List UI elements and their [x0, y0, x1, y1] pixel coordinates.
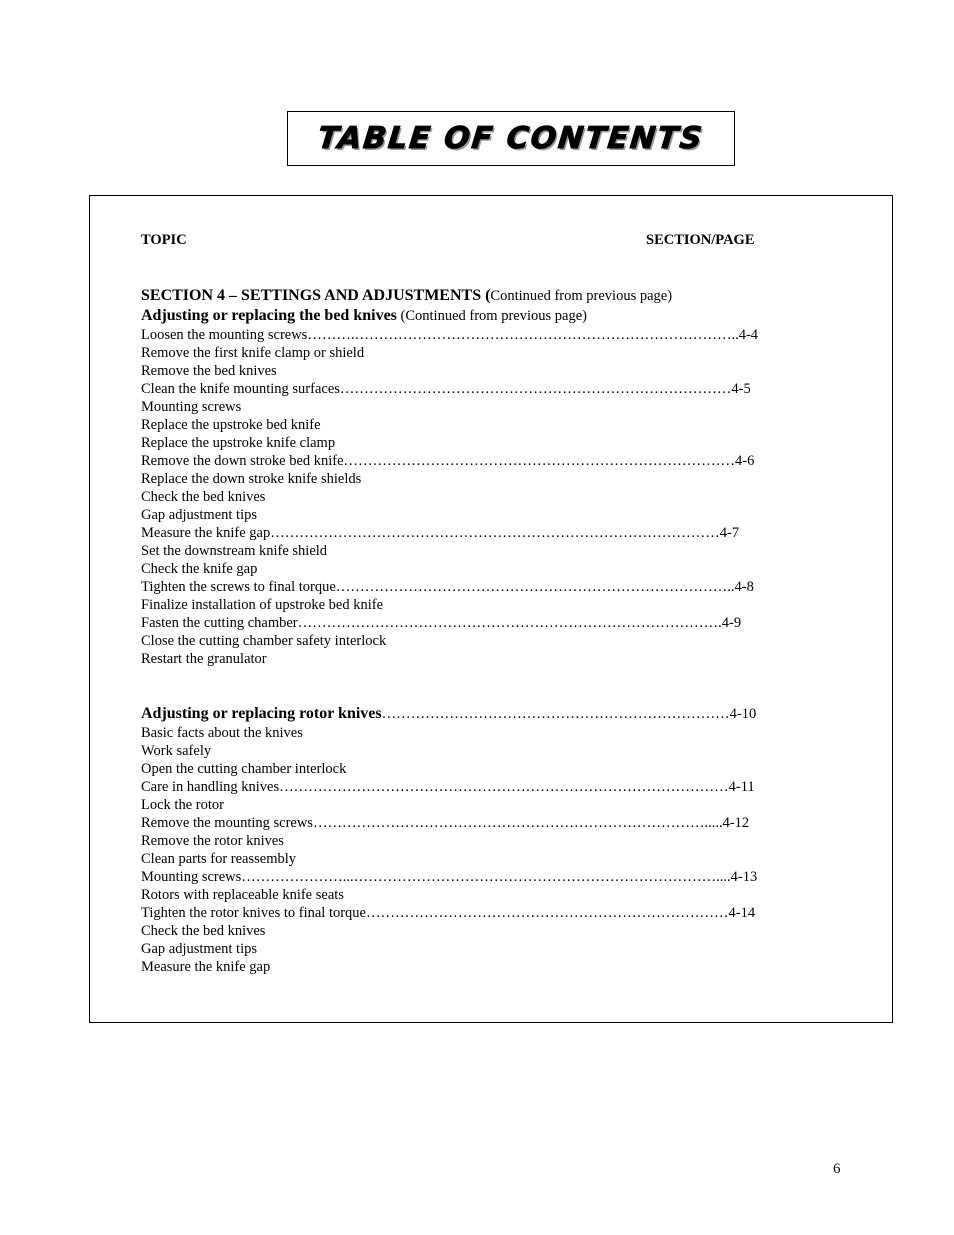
toc-entry	[141, 488, 811, 506]
toc-entry	[141, 778, 811, 796]
toc-entry	[141, 452, 811, 470]
toc-entry	[141, 596, 811, 614]
column-header-section-page: SECTION/PAGE	[646, 232, 755, 248]
toc-entry-label: Remove the mounting screws	[141, 815, 313, 831]
toc-entry	[141, 362, 811, 380]
toc-entry	[141, 506, 811, 524]
toc-entry-label: Gap adjustment tips	[141, 507, 257, 523]
toc-entry	[141, 760, 811, 778]
toc-dots: ……………………………………………………………………….....	[312, 815, 723, 831]
toc-page: 4-11	[728, 779, 755, 795]
toc-dots: …………………………………………………………………………………	[279, 779, 729, 795]
toc-dots: ………………………………………………………………………	[339, 381, 732, 397]
toc-entry	[141, 814, 811, 832]
toc-entry	[141, 380, 811, 398]
toc-entry-label: Lock the rotor	[141, 797, 224, 813]
toc-entry	[141, 398, 811, 416]
toc-entry	[141, 326, 811, 344]
toc-entry	[141, 796, 811, 814]
toc-entry	[141, 742, 811, 760]
toc-entry	[141, 578, 811, 596]
toc-entry	[141, 922, 811, 940]
toc-dots: ………………………………………………………………	[381, 706, 730, 722]
toc-page: 4-14	[728, 905, 756, 921]
toc-entry-label: Remove the down stroke bed knife	[141, 453, 344, 469]
toc-entry	[141, 416, 811, 434]
toc-entry-label: Work safely	[141, 743, 212, 759]
section-heading	[141, 286, 811, 306]
toc-entry	[141, 940, 811, 958]
toc-entry-label: Replace the down stroke knife shields	[141, 471, 362, 487]
toc-entry	[141, 868, 811, 886]
toc-page: .4-9	[718, 615, 742, 631]
toc-entry-label: Replace the upstroke bed knife	[141, 417, 321, 433]
toc-entry-label: Fasten the cutting chamber	[141, 615, 298, 631]
toc-page: 4-6	[735, 453, 755, 469]
toc-dots: ……….……………………………………………………………………..	[307, 327, 739, 343]
section-gap	[141, 668, 811, 704]
toc-list-bed-knives	[141, 326, 811, 668]
toc-entry-label: Check the bed knives	[141, 489, 266, 505]
toc-box	[89, 195, 893, 1023]
toc-page: 4-4	[738, 327, 759, 343]
toc-entry-label: Mounting screws	[141, 869, 242, 885]
toc-entry	[141, 344, 811, 362]
toc-entry	[141, 958, 811, 976]
column-header-topic: TOPIC	[141, 232, 187, 248]
toc-dots: …………………………………………………………………………………	[270, 525, 720, 541]
toc-entry-label: Check the knife gap	[141, 561, 258, 577]
toc-entry-label: Measure the knife gap	[141, 525, 271, 541]
toc-entry-label: Tighten the screws to final torque	[141, 579, 336, 595]
section-heading-note: Continued from previous page)	[490, 288, 673, 304]
toc-list-rotor-knives	[141, 724, 811, 976]
toc-dots: ……………………………………………………………………………	[297, 615, 719, 631]
subsection-title: Adjusting or replacing rotor knives	[141, 705, 382, 722]
toc-entry	[141, 614, 811, 632]
toc-entry-label: Set the downstream knife shield	[141, 543, 328, 559]
toc-dots: …………………………………………………………………	[366, 905, 729, 921]
toc-entry-label: Open the cutting chamber interlock	[141, 761, 347, 777]
toc-entry-label: Check the bed knives	[141, 923, 266, 939]
toc-dots: …………………...…………………………………………………………………....	[241, 869, 731, 885]
subsection-heading-rotor-knives	[141, 704, 811, 724]
toc-dots: ………………………………………………………………………	[343, 453, 736, 469]
page-title: TABLE OF CONTENTS	[316, 121, 706, 156]
toc-page: 4-8	[734, 579, 754, 595]
page-number: 6	[833, 1161, 841, 1177]
subsection-note: (Continued from previous page)	[396, 308, 587, 324]
toc-dots: ………………………………………………………………………..	[335, 579, 735, 595]
toc-entry	[141, 470, 811, 488]
toc-entry-label: Basic facts about the knives	[141, 725, 303, 741]
toc-page: 4-12	[722, 815, 750, 831]
toc-entry-label: Gap adjustment tips	[141, 941, 257, 957]
toc-entry-label: Remove the rotor knives	[141, 833, 284, 849]
toc-page: 4-7	[719, 525, 740, 541]
toc-entry	[141, 832, 811, 850]
toc-entry-label: Tighten the rotor knives to final torque	[141, 905, 366, 921]
toc-entry-label: Remove the bed knives	[141, 363, 277, 379]
toc-page: 4-10	[729, 706, 757, 722]
toc-content	[141, 286, 811, 976]
toc-page: 4-5	[731, 381, 751, 397]
toc-entry	[141, 632, 811, 650]
subsection-title: Adjusting or replacing the bed knives	[141, 307, 397, 324]
toc-entry-label: Close the cutting chamber safety interlock	[141, 633, 387, 649]
toc-entry-label: Replace the upstroke knife clamp	[141, 435, 336, 451]
toc-entry	[141, 850, 811, 868]
toc-entry-label: Mounting screws	[141, 399, 242, 415]
toc-entry-label: Care in handling knives	[141, 779, 280, 795]
toc-entry	[141, 650, 811, 668]
toc-entry	[141, 524, 811, 542]
toc-entry-label: Remove the first knife clamp or shield	[141, 345, 365, 361]
toc-page: 4-13	[730, 869, 758, 885]
toc-entry-label: Finalize installation of upstroke bed knife	[141, 597, 384, 613]
toc-entry-label: Measure the knife gap	[141, 959, 271, 975]
toc-entry	[141, 434, 811, 452]
toc-entry-label: Clean the knife mounting surfaces	[141, 381, 340, 397]
toc-entry	[141, 904, 811, 922]
toc-entry-label: Clean parts for reassembly	[141, 851, 297, 867]
section-heading-text: SECTION 4 – SETTINGS AND ADJUSTMENTS (	[141, 287, 491, 304]
title-box	[287, 111, 735, 166]
toc-entry	[141, 886, 811, 904]
toc-entry	[141, 724, 811, 742]
toc-entry-label: Rotors with replaceable knife seats	[141, 887, 344, 903]
toc-entry	[141, 542, 811, 560]
toc-entry-label: Loosen the mounting screws	[141, 327, 308, 343]
toc-entry-label: Restart the granulator	[141, 651, 267, 667]
subsection-heading-bed-knives	[141, 306, 811, 326]
toc-entry	[141, 560, 811, 578]
